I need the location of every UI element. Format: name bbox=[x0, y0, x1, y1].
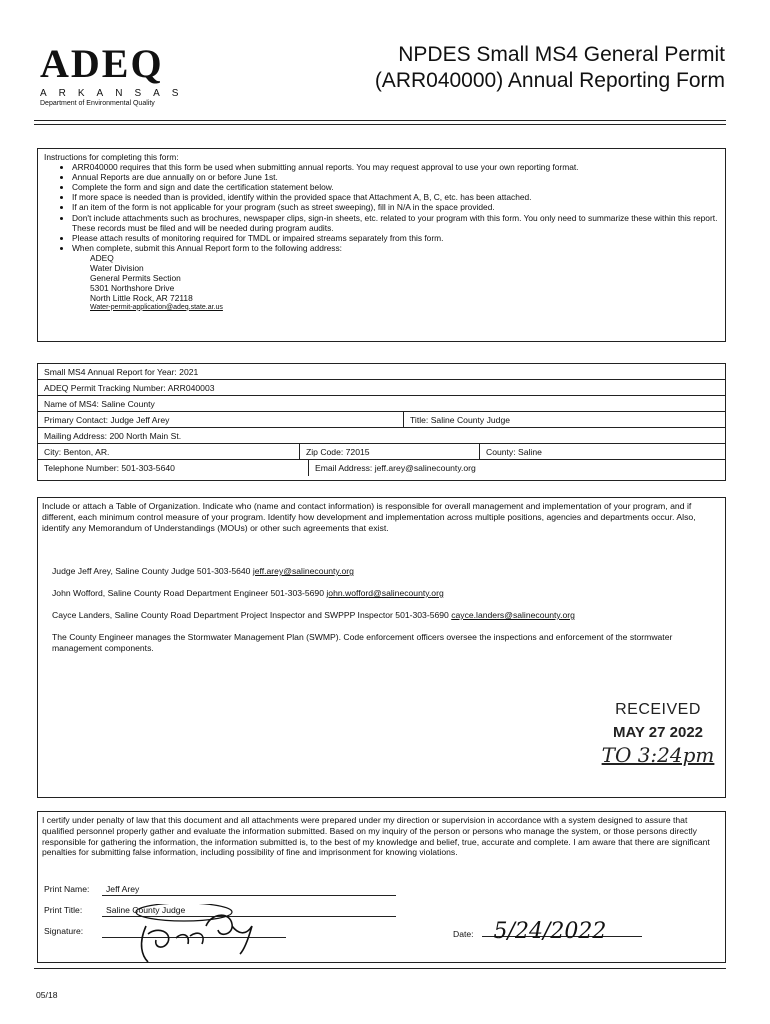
row-mailing-address bbox=[38, 428, 725, 444]
instructions-list bbox=[44, 162, 719, 253]
row-report-year bbox=[38, 364, 725, 380]
contact-title-field: Title: Saline County Judge bbox=[403, 412, 725, 427]
form-revision: 05/18 bbox=[36, 990, 58, 1000]
footer-divider bbox=[34, 968, 726, 969]
primary-contact-field: Primary Contact: Judge Jeff Arey bbox=[44, 414, 170, 425]
contact-email: john.wofford@salinecounty.org bbox=[326, 588, 444, 598]
form-title bbox=[330, 42, 725, 94]
instruction-item: • When complete, submit this Annual Report form to the following address: bbox=[72, 243, 719, 253]
mailing-address-field: Mailing Address: 200 North Main St. bbox=[44, 430, 182, 441]
signature-icon bbox=[98, 904, 288, 964]
date-value: 5/24/2022 bbox=[493, 919, 607, 945]
row-ms4-name bbox=[38, 396, 725, 412]
contacts-list bbox=[52, 566, 722, 665]
contact-text: Cayce Landers, Saline County Road Department Project Inspector and SWPPP Inspector 501-303-5690 bbox=[52, 610, 452, 620]
address-line: Water Division bbox=[90, 262, 144, 273]
instruction-item: • ARR040000 requires that this form be used when submitting annual reports. You may request approval to use your own reporting format. bbox=[72, 162, 719, 172]
contact-text: John Wofford, Saline County Road Department Engineer 501-303-5690 bbox=[52, 588, 327, 598]
ms4-info-table bbox=[37, 363, 726, 481]
header-divider-2 bbox=[34, 124, 726, 125]
instruction-item: • Complete the form and sign and date the certification statement below. bbox=[72, 182, 719, 192]
permit-number-field: ADEQ Permit Tracking Number: ARR040003 bbox=[44, 382, 215, 393]
print-name-value: Jeff Arey bbox=[102, 884, 396, 896]
form-title-line2: (ARR040000) Annual Reporting Form bbox=[374, 69, 725, 92]
received-handwritten-time: TO 3:24pm bbox=[601, 743, 715, 767]
contact-email: jeff.arey@salinecounty.org bbox=[252, 566, 354, 576]
contact-text: Judge Jeff Arey, Saline County Judge 501-303-5640 bbox=[52, 566, 253, 576]
telephone-field: Telephone Number: 501-303-5640 bbox=[44, 463, 175, 473]
address-line: North Little Rock, AR 72118 bbox=[90, 292, 193, 303]
address-email: Water-permit-application@adeq.state.ar.us bbox=[90, 303, 223, 311]
row-contact bbox=[38, 412, 725, 428]
instruction-item: • If more space is needed than is provided, identify within the provided space that Attachment A, B, C, etc. has been attached. bbox=[72, 192, 719, 202]
contact-entry bbox=[52, 588, 722, 599]
contact-entry bbox=[52, 566, 722, 577]
date-label: Date: bbox=[453, 929, 474, 939]
logo-text: ADEQ bbox=[40, 41, 164, 86]
zip-field: Zip Code: 72015 bbox=[299, 444, 479, 459]
organization-box bbox=[37, 497, 726, 798]
city-field: City: Benton, AR. bbox=[44, 446, 110, 457]
instruction-item: • Please attach results of monitoring required for TMDL or impaired streams separately from this form. bbox=[72, 233, 719, 243]
certification-statement: I certify under penalty of law that this document and all attachments were prepared under my direction or supervision in accordance with a system designed to assure that qualified personnel properly gather and evaluate the information submitted. Based on my inquiry of the person or persons who manage the system, or those persons directly responsible for gathering the information, the information submitted is, to the best of my knowledge and belief, true, accurate and complete. I am aware that there are significant penalties for submitting false information, including possibility of fine and imprisonment for knowing violations. bbox=[42, 815, 710, 858]
address-line: General Permits Section bbox=[90, 272, 181, 283]
received-stamp bbox=[598, 698, 718, 767]
date-row bbox=[453, 919, 642, 945]
received-date: MAY 27 2022 bbox=[612, 724, 704, 741]
instruction-item: • Don't include attachments such as brochures, newspaper clips, sign-in sheets, etc. related to your program with this form. You only need to summarize these within this report. These records must be filed and will be needed during program audits. bbox=[72, 213, 719, 233]
signature-label: Signature: bbox=[44, 926, 84, 936]
county-field: County: Saline bbox=[479, 444, 725, 459]
adeq-logo bbox=[40, 41, 210, 107]
logo-department: Department of Environmental Quality bbox=[40, 100, 155, 107]
print-title-value: Saline County Judge bbox=[102, 905, 396, 917]
contact-email: cayce.landers@salinecounty.org bbox=[451, 610, 575, 620]
mailing-address-block bbox=[44, 253, 719, 313]
address-line: ADEQ bbox=[90, 252, 114, 263]
print-name-row bbox=[44, 884, 396, 896]
email-field: Email Address: jeff.arey@salinecounty.org bbox=[308, 460, 725, 476]
instruction-item: • Annual Reports are due annually on or before June 1st. bbox=[72, 172, 719, 182]
organization-instructions: Include or attach a Table of Organization. Indicate who (name and contact information) is responsible for overall management and implementation of your program, and if different, each minimum control measure of your program. Identify how development and implementation across multiple positions, agencies and departments occur. Also, identify any Memorandum of Understandings (MOUs) or other such agreements that exist. bbox=[42, 501, 696, 533]
address-line: 5301 Northshore Drive bbox=[90, 282, 175, 293]
row-telephone bbox=[38, 460, 725, 476]
print-title-label: Print Title: bbox=[44, 905, 83, 915]
ms4-name-field: Name of MS4: Saline County bbox=[44, 398, 155, 409]
logo-subtitle: ARKANSAS bbox=[40, 88, 191, 99]
print-name-label: Print Name: bbox=[44, 884, 90, 894]
instructions-box bbox=[37, 148, 726, 342]
organization-note: The County Engineer manages the Stormwater Management Plan (SWMP). Code enforcement officers oversee the inspections and enforcement of the stormwater management components. bbox=[52, 632, 673, 653]
date-line bbox=[482, 919, 642, 945]
header-divider bbox=[34, 120, 726, 121]
row-permit-number bbox=[38, 380, 725, 396]
instructions-heading: Instructions for completing this form: bbox=[44, 152, 179, 162]
report-year-field: Small MS4 Annual Report for Year: 2021 bbox=[44, 366, 199, 377]
received-label: RECEIVED bbox=[615, 701, 701, 718]
instruction-item: • If an item of the form is not applicable for your program (such as street sweeping), fill in N/A in the space provided. bbox=[72, 202, 719, 212]
contact-entry bbox=[52, 610, 722, 621]
form-title-line1: NPDES Small MS4 General Permit bbox=[398, 43, 725, 66]
certification-box bbox=[37, 811, 726, 963]
row-city bbox=[38, 444, 725, 460]
